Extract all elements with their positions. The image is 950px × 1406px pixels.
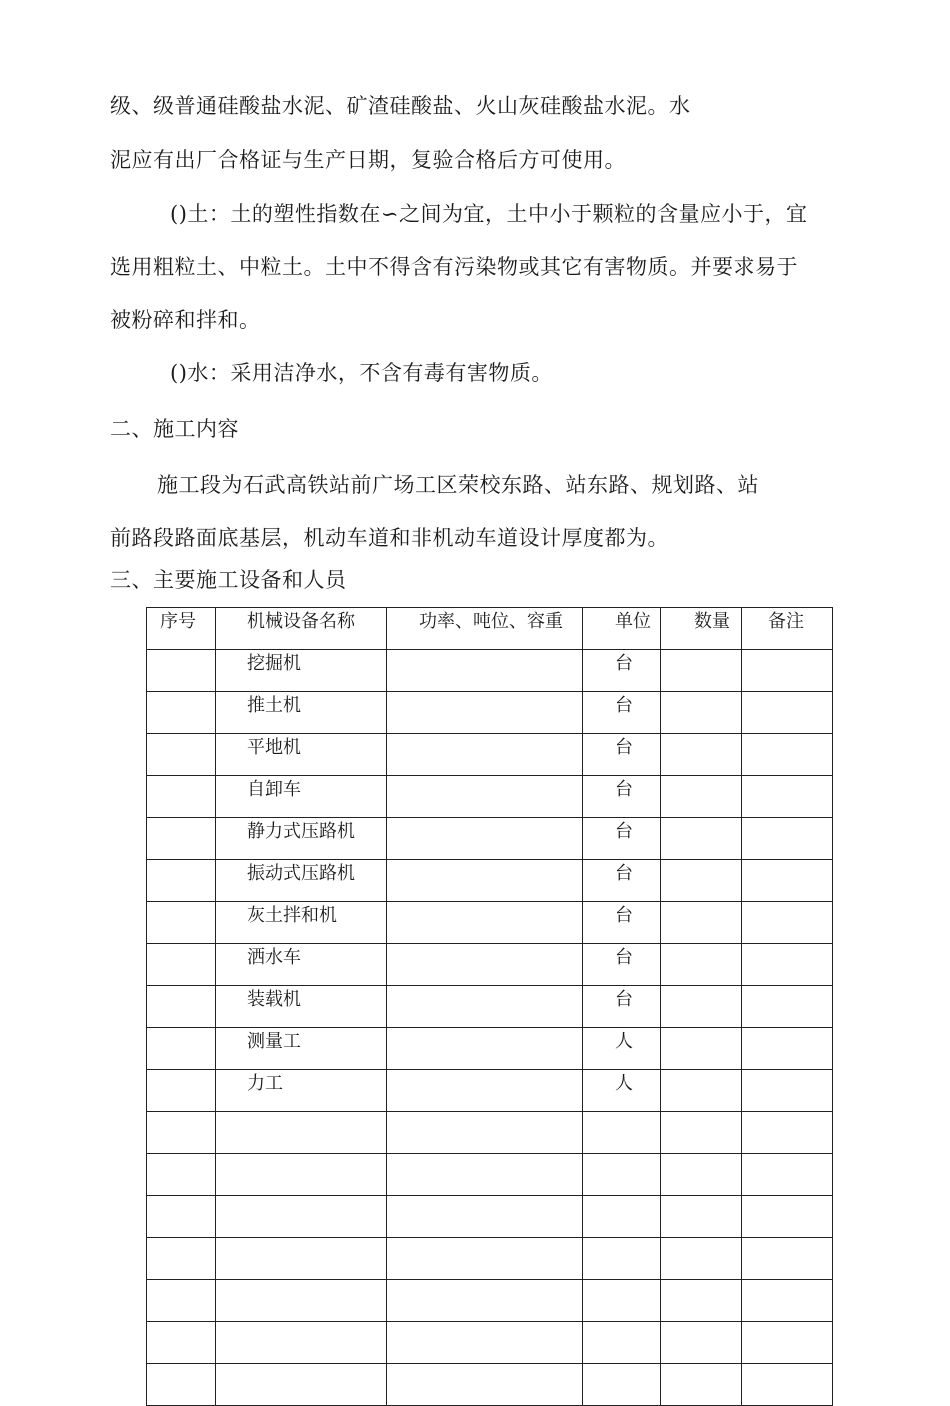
cell-text [147,1112,215,1115]
header-cell-capacity [387,608,583,650]
cell-text [742,860,832,863]
cell-text [387,1364,579,1405]
cell-text [387,734,579,775]
cell-text [147,650,215,653]
table-row [147,986,833,1028]
paragraph-section-line-2: 前路段路面底基层，机动车道和非机动车道设计厚度都为。 [110,526,669,550]
cell-text [147,1070,215,1073]
cell-capacity [387,1280,583,1322]
table-row [147,776,833,818]
cell-text [387,1196,579,1237]
header-label: 单位 [615,611,651,632]
cell-seq [147,776,216,818]
table-row [147,944,833,986]
cell-text [742,1196,832,1199]
cell-quantity [661,1070,742,1112]
header-label: 序号 [160,611,196,632]
cell-seq [147,734,216,776]
cell-unit [583,734,661,776]
cell-remark [742,1364,833,1406]
table-row [147,734,833,776]
cell-text [583,1196,660,1199]
cell-remark [742,1196,833,1238]
cell-remark [742,944,833,986]
cell-text [147,944,215,947]
cell-remark [742,1028,833,1070]
cell-text [742,818,832,821]
cell-quantity [661,902,742,944]
cell-text [387,1280,579,1321]
cell-remark [742,1238,833,1280]
cell-name [216,1154,387,1196]
cell-unit [583,1196,661,1238]
cell-text [742,1112,832,1115]
cell-unit [583,1028,661,1070]
cell-text [583,1322,660,1325]
table-row [147,818,833,860]
cell-name [216,1070,387,1112]
table-row [147,1070,833,1112]
cell-remark [742,860,833,902]
cell-text: 台 [615,779,633,800]
cell-text: 人 [615,1073,633,1094]
cell-text [147,1238,215,1241]
cell-text [742,986,832,989]
cell-text [387,944,579,985]
cell-name [216,860,387,902]
cell-text [387,902,579,943]
cell-quantity [661,986,742,1028]
cell-quantity [661,734,742,776]
cell-text: 人 [615,1031,633,1052]
table-row [147,692,833,734]
cell-capacity [387,734,583,776]
cell-text [387,1070,579,1111]
cell-text [216,1280,386,1283]
cell-text: 台 [615,737,633,758]
cell-text [216,1238,386,1241]
cell-text [583,1238,660,1241]
cell-seq [147,986,216,1028]
cell-capacity [387,902,583,944]
cell-name [216,818,387,860]
paragraph-cement-line-2: 泥应有出厂合格证与生产日期，复验合格后方可使用。 [110,148,626,172]
header-cell-name [216,608,387,650]
cell-capacity [387,1322,583,1364]
header-cell-remark [742,608,833,650]
cell-text [147,1028,215,1031]
table-row [147,650,833,692]
cell-name [216,776,387,818]
cell-text [147,860,215,863]
cell-capacity [387,1238,583,1280]
cell-text: 台 [615,989,633,1010]
equipment-table-body [147,608,833,1406]
cell-seq [147,1364,216,1406]
cell-text [387,1154,579,1195]
cell-text [147,1280,215,1283]
cell-text [661,944,741,947]
cell-text [742,650,832,653]
table-row [147,1196,833,1238]
cell-remark [742,1112,833,1154]
cell-quantity [661,1238,742,1280]
cell-name [216,1028,387,1070]
section-heading-equipment-personnel: 三、主要施工设备和人员 [110,568,347,592]
cell-text [147,734,215,737]
cell-unit [583,776,661,818]
cell-text: 洒水车 [247,947,301,968]
cell-capacity [387,860,583,902]
cell-quantity [661,860,742,902]
cell-text [742,1322,832,1325]
cell-remark [742,1322,833,1364]
cell-name [216,650,387,692]
cell-seq [147,1028,216,1070]
cell-quantity [661,1028,742,1070]
cell-text [387,776,579,817]
cell-seq [147,1112,216,1154]
cell-text [583,1154,660,1157]
table-row [147,1364,833,1406]
cell-name [216,734,387,776]
cell-text [147,818,215,821]
table-header-row [147,608,833,650]
cell-text: 台 [615,695,633,716]
table-row [147,1028,833,1070]
cell-unit [583,1364,661,1406]
cell-quantity [661,776,742,818]
cell-capacity [387,1028,583,1070]
cell-text [661,776,741,779]
cell-text: 测量工 [247,1031,301,1052]
cell-remark [742,734,833,776]
cell-remark [742,902,833,944]
cell-text [661,986,741,989]
cell-remark [742,1070,833,1112]
cell-seq [147,1070,216,1112]
cell-capacity [387,692,583,734]
table-row [147,1280,833,1322]
cell-name [216,1364,387,1406]
paragraph-soil-line-1: ()土：土的塑性指数在∽之间为宜，土中小于颗粒的含量应小于，宜 [170,202,808,226]
cell-quantity [661,692,742,734]
section-heading-construction-content: 二、施工内容 [110,417,239,441]
cell-name [216,1322,387,1364]
cell-text [147,1364,215,1367]
cell-capacity [387,818,583,860]
cell-unit [583,1112,661,1154]
cell-text [661,818,741,821]
cell-text [387,650,579,691]
cell-text [661,902,741,905]
cell-text [661,650,741,653]
cell-seq [147,1238,216,1280]
cell-text [387,1322,579,1363]
cell-text [661,734,741,737]
cell-text [742,1154,832,1157]
cell-name [216,1238,387,1280]
cell-text: 自卸车 [247,779,301,800]
header-cell-unit [583,608,661,650]
header-label: 机械设备名称 [247,611,355,632]
cell-capacity [387,1154,583,1196]
cell-capacity [387,1364,583,1406]
table-row [147,1154,833,1196]
cell-remark [742,1154,833,1196]
cell-text [216,1112,386,1115]
cell-text: 挖掘机 [247,653,301,674]
cell-text [661,1112,741,1115]
cell-text [661,1196,741,1199]
cell-quantity [661,1364,742,1406]
cell-text [661,1154,741,1157]
cell-name [216,1280,387,1322]
header-label: 备注 [768,611,804,632]
header-cell-seq [147,608,216,650]
cell-text [147,1196,215,1199]
cell-text [742,734,832,737]
cell-text [661,1238,741,1241]
cell-text [742,1364,832,1367]
paragraph-soil-line-2: 选用粗粒土、中粒土。土中不得含有污染物或其它有害物质。并要求易于 [110,255,798,279]
table-row [147,1238,833,1280]
cell-text [147,692,215,695]
cell-remark [742,776,833,818]
cell-capacity [387,986,583,1028]
cell-text [147,902,215,905]
cell-unit [583,1238,661,1280]
cell-text [661,860,741,863]
table-row [147,860,833,902]
cell-seq [147,1280,216,1322]
cell-seq [147,860,216,902]
cell-text [742,1280,832,1283]
cell-text [387,986,579,1027]
cell-text: 装载机 [247,989,301,1010]
cell-quantity [661,1154,742,1196]
cell-seq [147,944,216,986]
equipment-table [146,607,833,1406]
paragraph-water: ()水：采用洁净水，不含有毒有害物质。 [170,361,553,385]
cell-unit [583,860,661,902]
cell-text [742,944,832,947]
cell-text [216,1364,386,1367]
cell-quantity [661,1280,742,1322]
cell-seq [147,1322,216,1364]
table-row [147,1112,833,1154]
cell-unit [583,1154,661,1196]
cell-unit [583,818,661,860]
cell-unit [583,650,661,692]
paragraph-cement-line-1: 级、级普通硅酸盐水泥、矿渣硅酸盐、火山灰硅酸盐水泥。水 [110,94,691,118]
cell-text [387,818,579,859]
cell-text [583,1112,660,1115]
cell-capacity [387,1070,583,1112]
paragraph-soil-line-3: 被粉碎和拌和。 [110,308,261,332]
cell-seq [147,902,216,944]
cell-text [742,1070,832,1073]
paragraph-section-line-1: 施工段为石武高铁站前广场工区荣校东路、站东路、规划路、站 [157,473,759,497]
cell-text [742,1238,832,1241]
header-label: 功率、吨位、容重 [419,611,563,632]
cell-text [661,1070,741,1073]
cell-remark [742,650,833,692]
cell-remark [742,986,833,1028]
cell-name [216,1196,387,1238]
cell-capacity [387,776,583,818]
cell-text [742,692,832,695]
cell-name [216,944,387,986]
cell-capacity [387,944,583,986]
cell-remark [742,818,833,860]
cell-seq [147,1154,216,1196]
cell-capacity [387,1196,583,1238]
table-row [147,1322,833,1364]
cell-text: 静力式压路机 [247,821,355,842]
table-row [147,902,833,944]
cell-text [742,902,832,905]
cell-text [147,1322,215,1325]
cell-text: 台 [615,821,633,842]
cell-name [216,1112,387,1154]
cell-quantity [661,944,742,986]
cell-name [216,692,387,734]
cell-text [147,776,215,779]
cell-capacity [387,1112,583,1154]
cell-text [216,1196,386,1199]
cell-unit [583,986,661,1028]
cell-quantity [661,1112,742,1154]
cell-unit [583,1280,661,1322]
cell-text [661,1364,741,1367]
cell-text [147,986,215,989]
cell-quantity [661,1322,742,1364]
cell-remark [742,1280,833,1322]
cell-capacity [387,650,583,692]
cell-text: 台 [615,947,633,968]
cell-text [387,692,579,733]
cell-text: 力工 [247,1073,283,1094]
cell-text: 推土机 [247,695,301,716]
cell-text: 振动式压路机 [247,863,355,884]
cell-text [661,692,741,695]
cell-text [583,1280,660,1283]
cell-unit [583,902,661,944]
cell-seq [147,650,216,692]
cell-text: 平地机 [247,737,301,758]
header-cell-quantity [661,608,742,650]
cell-quantity [661,1196,742,1238]
cell-text [661,1280,741,1283]
cell-quantity [661,650,742,692]
cell-unit [583,944,661,986]
cell-remark [742,692,833,734]
cell-text [583,1364,660,1367]
cell-quantity [661,818,742,860]
cell-text [742,1028,832,1031]
cell-text [216,1322,386,1325]
cell-text [661,1028,741,1031]
cell-text [387,1028,579,1069]
cell-name [216,902,387,944]
cell-text [387,1112,579,1153]
cell-text: 台 [615,653,633,674]
cell-seq [147,692,216,734]
cell-text: 台 [615,863,633,884]
cell-name [216,986,387,1028]
cell-text [216,1154,386,1157]
cell-text [661,1322,741,1325]
cell-text [387,860,579,901]
cell-text [147,1154,215,1157]
cell-seq [147,818,216,860]
cell-text [742,776,832,779]
cell-unit [583,1070,661,1112]
cell-text: 灰土拌和机 [247,905,337,926]
cell-text [387,1238,579,1279]
header-label: 数量 [694,611,730,632]
cell-unit [583,692,661,734]
cell-unit [583,1322,661,1364]
cell-seq [147,1196,216,1238]
cell-text: 台 [615,905,633,926]
